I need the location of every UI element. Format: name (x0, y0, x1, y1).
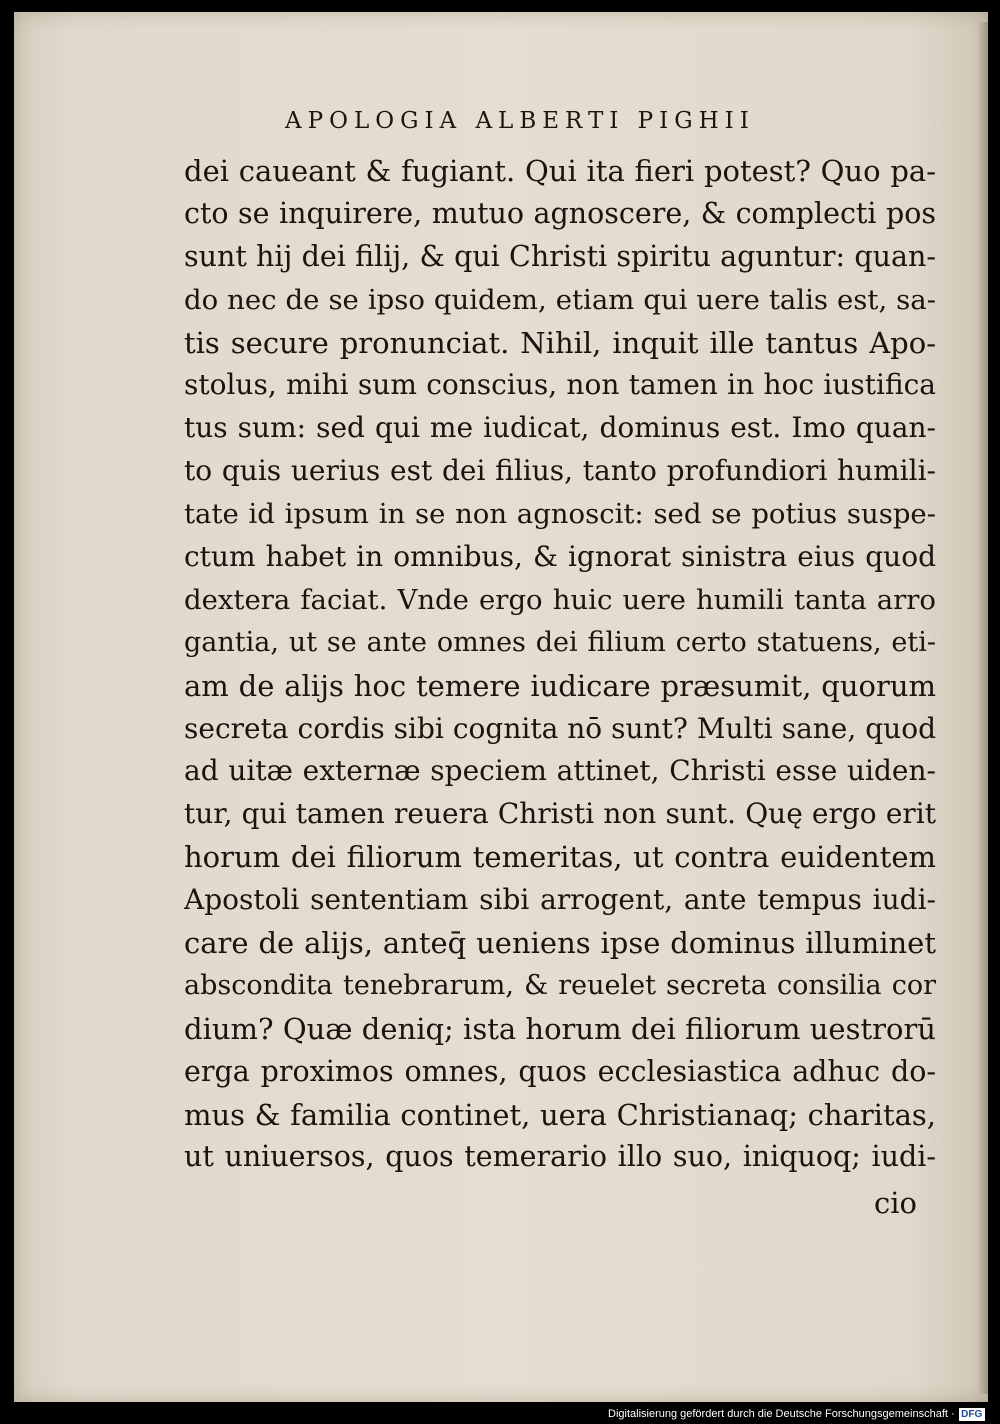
text-line: ut uniuersos, quos temerario illo suo, iniquoq; iudi- (184, 1140, 936, 1174)
running-head: APOLOGIA ALBERTI PIGHII (285, 108, 755, 134)
text-line: dium? Quæ deniq; ista horum dei filiorum uestrorū (184, 1011, 936, 1046)
text-line: tate id ipsum in se non agnoscit: sed se potius suspe- (184, 498, 936, 531)
text-line: Apostoli sententiam sibi arrogent, ante tempus iudi- (184, 883, 936, 917)
text-line: gantia, ut se ante omnes dei filium certo statuens, eti- (184, 626, 936, 658)
text-line: ad uitæ externæ speciem attinet, Christi esse uiden- (184, 754, 936, 788)
text-line: ctum habet in omnibus, & ignorat sinistra eius quod (184, 540, 936, 574)
text-line: dextera faciat. Vnde ergo huic uere humili tanta arro (184, 583, 936, 616)
text-line: do nec de se ipso quidem, etiam qui uere talis est, sa- (184, 283, 936, 316)
text-line: erga proximos omnes, quos ecclesiastica adhuc do- (184, 1054, 936, 1088)
dfg-logo: DFG (959, 1408, 985, 1421)
body-text (184, 150, 936, 1179)
text-line: tur, qui tamen reuera Christi non sunt. Quę ergo erit (184, 797, 936, 831)
text-line: care de alijs, anteq̄ ueniens ipse dominus illuminet (184, 926, 936, 961)
footer-credit (608, 1404, 985, 1424)
credit-text: Digitalisierung gefördert durch die Deutsche Forschungsgemeinschaft · (608, 1408, 955, 1420)
text-line: abscondita tenebrarum, & reuelet secreta consilia cor (184, 969, 936, 1001)
text-line: horum dei filiorum temeritas, ut contra euidentem (184, 840, 936, 875)
text-line: dei caueant & fugiant. Qui ita fieri potest? Quo pa- (184, 154, 936, 188)
text-line: am de alijs hoc temere iudicare præsumit, quorum (184, 668, 936, 703)
catchword: cio (874, 1186, 917, 1220)
text-line: tus sum: sed qui me iudicat, dominus est. Imo quan- (184, 411, 936, 445)
text-line: stolus, mihi sum conscius, non tamen in hoc iustifica (184, 368, 936, 402)
page-edge (978, 22, 988, 1394)
text-line: to quis uerius est dei filius, tanto profundiori humili- (184, 454, 936, 488)
text-line: tis secure pronunciat. Nihil, inquit ille tantus Apo- (184, 325, 936, 360)
text-line: mus & familia continet, uera Christianaq; charitas, (184, 1097, 936, 1132)
text-line: cto se inquirere, mutuo agnoscere, & complecti pos (184, 196, 936, 230)
text-line: sunt hij dei filij, & qui Christi spiritu aguntur: quan- (184, 239, 936, 273)
text-line: secreta cordis sibi cognita nō sunt? Multi sane, quod (184, 711, 936, 745)
